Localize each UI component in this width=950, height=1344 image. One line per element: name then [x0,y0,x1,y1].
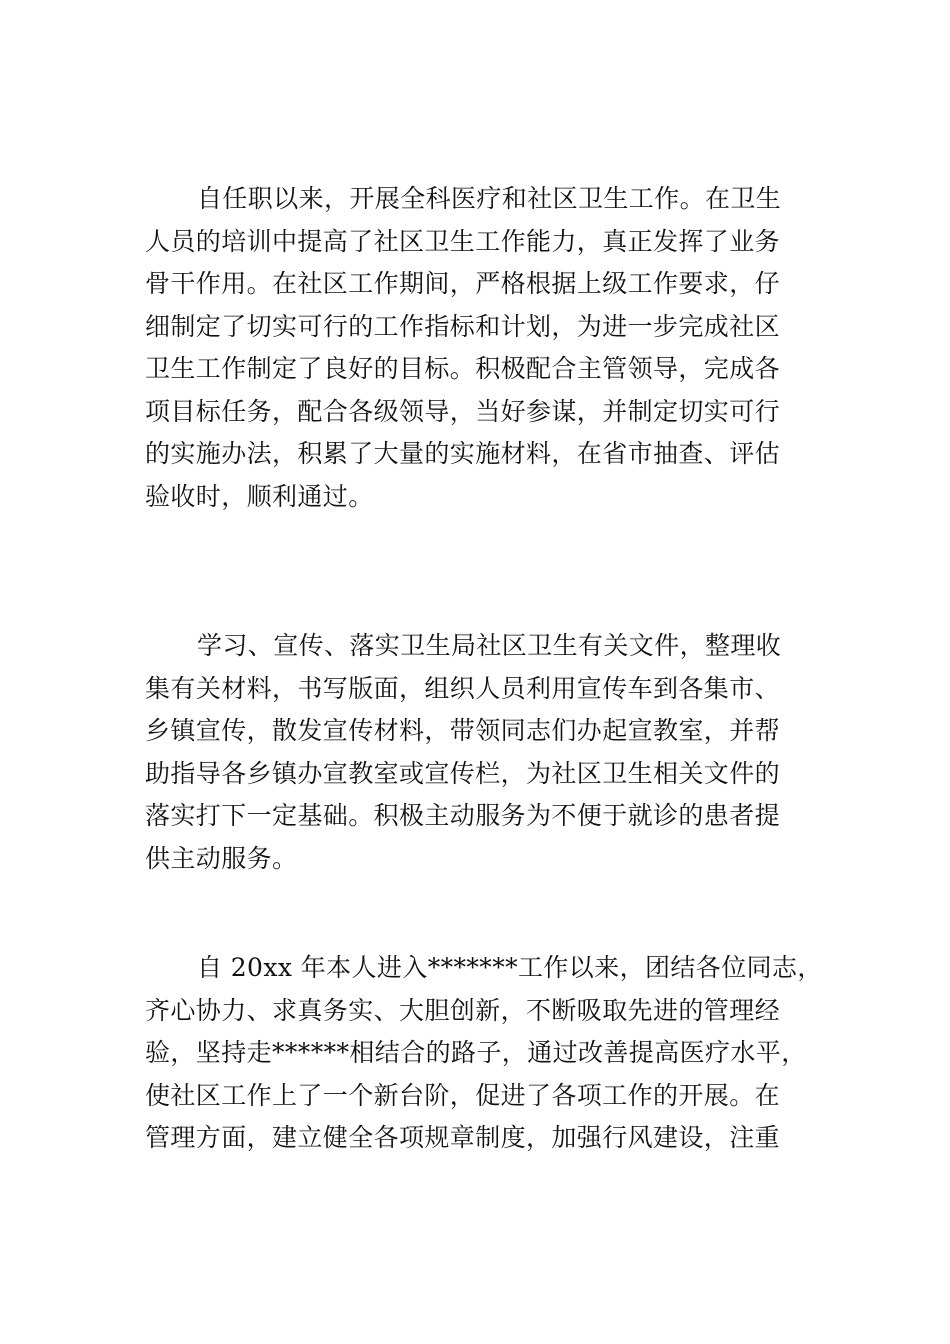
paragraph-line: 项目标任务，配合各级领导，当好参谋，并制定切实可行 [145,396,781,426]
paragraph-line: 乡镇宣传，散发宣传材料，带领同志们办起宣教室，并帮 [145,716,781,745]
paragraph-line: 助指导各乡镇办宣教室或宣传栏，为社区卫生相关文件的 [145,758,781,788]
paragraph-line: 学习、宣传、落实卫生局社区卫生有关文件，整理收 [197,631,782,660]
paragraph-line: 的实施办法，积累了大量的实施材料，在省市抽查、评估 [145,439,781,468]
paragraph-line: 自任职以来，开展全科医疗和社区卫生工作。在卫生 [197,184,782,213]
paragraph-line: 骨干作用。在社区工作期间，严格根据上级工作要求，仔 [145,269,781,298]
paragraph-line: 落实打下一定基础。积极主动服务为不便于就诊的患者提 [145,801,781,830]
paragraph-line: 齐心协力、求真务实、大胆创新，不断吸取先进的管理经 [145,995,781,1025]
paragraph-line: 验收时，顺利通过。 [145,481,374,511]
paragraph-line: 卫生工作制定了良好的目标。积极配合主管领导，完成各 [145,354,781,383]
paragraph-line: 细制定了切实可行的工作指标和计划，为进一步完成社区 [145,311,781,341]
paragraph-2 [145,625,810,880]
paragraph-line: 自 20xx 年本人进入*******工作以来，团结各位同志， [197,953,823,982]
paragraph-line: 集有关材料，书写版面，组织人员利用宣传车到各集市、 [145,673,781,703]
paragraph-line: 供主动服务。 [145,843,298,873]
paragraph-line: 使社区工作上了一个新台阶，促进了各项工作的开展。在 [145,1080,781,1110]
paragraph-line: 管理方面，建立健全各项规章制度，加强行风建设，注重 [145,1123,781,1152]
paragraph-3 [145,947,823,1160]
paragraph-line: 人员的培训中提高了社区卫生工作能力，真正发挥了业务 [145,226,781,256]
paragraph-line: 验，坚持走******相结合的路子，通过改善提高医疗水平， [145,1038,807,1067]
paragraph-1 [145,178,810,518]
